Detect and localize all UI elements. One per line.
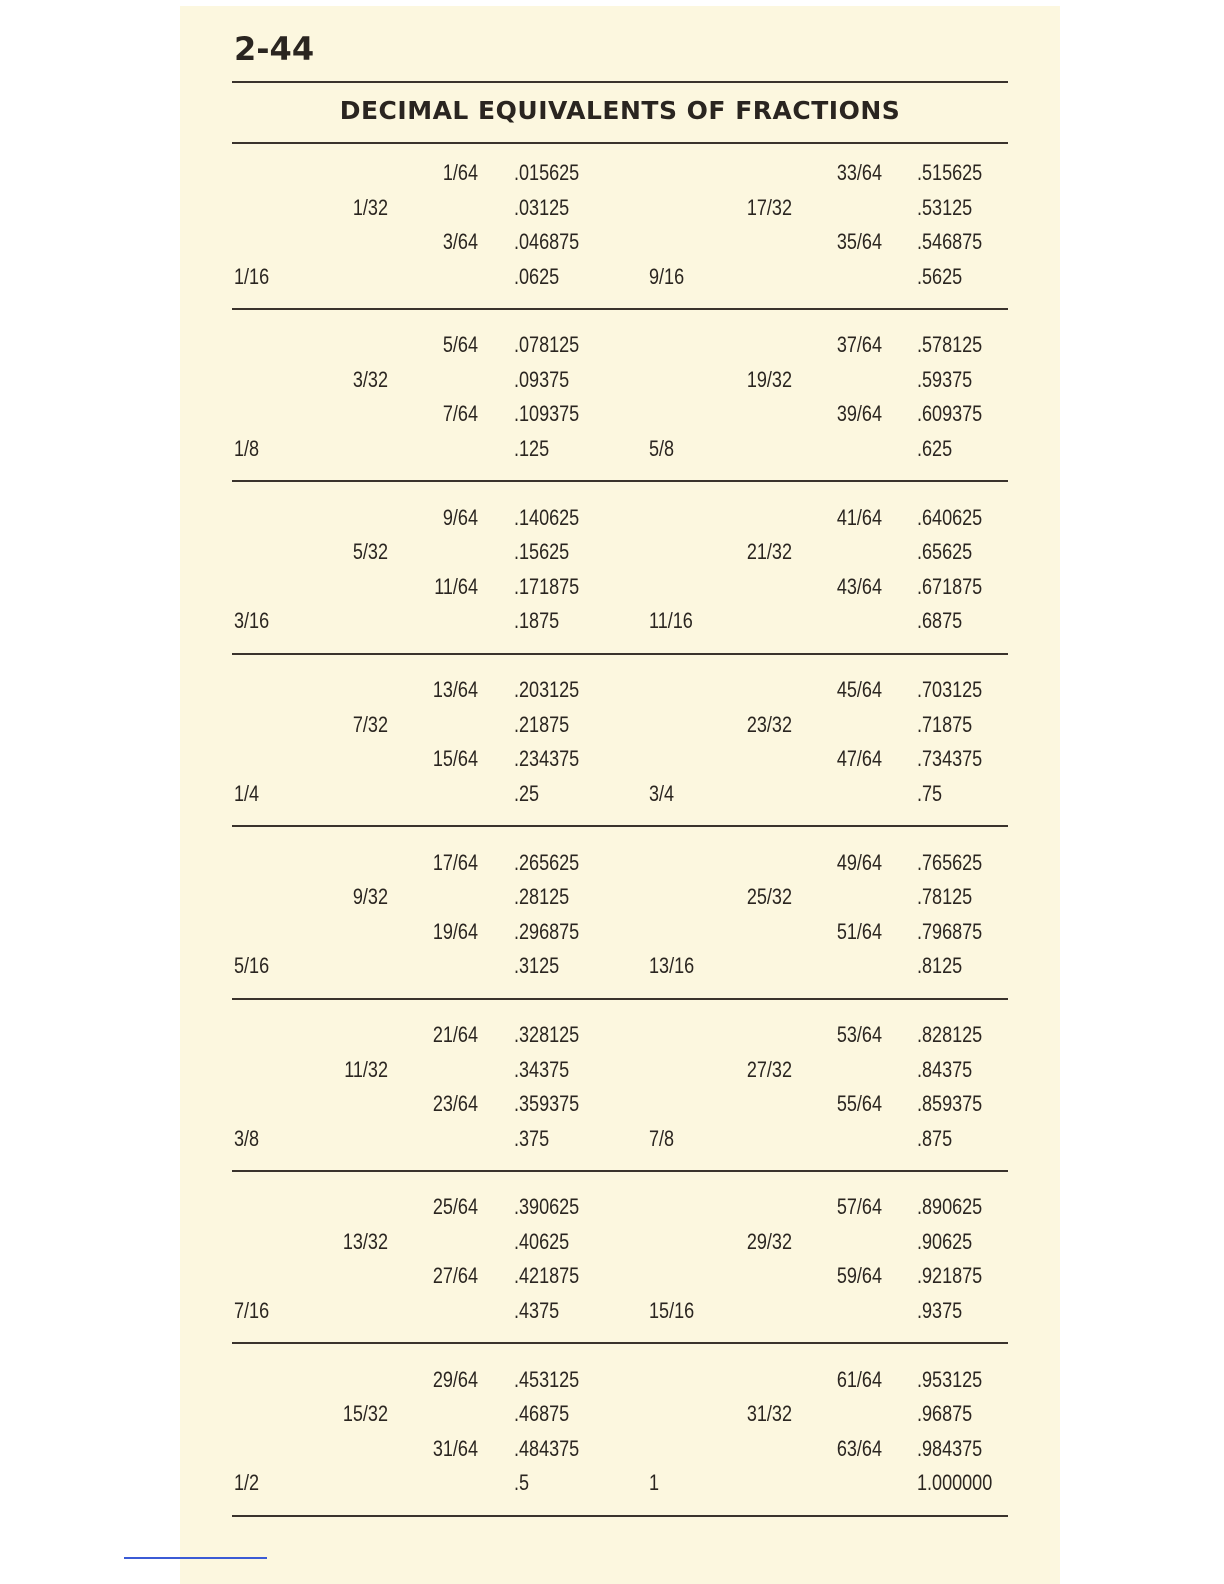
cell-sixty-fourths: 23/64 bbox=[432, 1091, 478, 1116]
cell-thirty-seconds: 3/32 bbox=[352, 366, 388, 392]
cell-decimal-right: .5625 bbox=[917, 263, 963, 289]
cell-decimal: .40625 bbox=[514, 1228, 570, 1254]
cell-thirty-seconds: 9/32 bbox=[352, 884, 388, 910]
cell-decimal: .015625 bbox=[514, 160, 580, 185]
cell-sixty-fourths-right: 33/64 bbox=[836, 160, 882, 185]
cell-decimal-right: .671875 bbox=[917, 573, 983, 599]
cell-sixty-fourths-right: 61/64 bbox=[836, 1366, 882, 1392]
cell-decimal: .234375 bbox=[514, 746, 580, 772]
cell-decimal: .421875 bbox=[514, 1263, 580, 1289]
cell-decimal: .359375 bbox=[514, 1091, 580, 1116]
cell-decimal-right: .9375 bbox=[917, 1297, 963, 1323]
cell-decimal-right: .625 bbox=[917, 435, 953, 461]
cell-sixty-fourths-right: 35/64 bbox=[836, 229, 882, 254]
cell-decimal: .046875 bbox=[514, 229, 580, 254]
cell-decimal-right: .6875 bbox=[917, 608, 963, 634]
group-divider bbox=[232, 1342, 1008, 1344]
cell-decimal-right: .828125 bbox=[917, 1022, 983, 1047]
cell-sixty-fourths-right: 53/64 bbox=[836, 1022, 882, 1047]
cell-decimal: .078125 bbox=[514, 332, 580, 358]
cell-decimal: .4375 bbox=[514, 1297, 560, 1323]
cell-decimal-right: .71875 bbox=[917, 711, 973, 737]
cell-sixteenths-right: 13/16 bbox=[649, 953, 695, 979]
cell-sixty-fourths: 11/64 bbox=[434, 573, 478, 599]
cell-decimal: .203125 bbox=[514, 677, 580, 703]
cell-decimal: .109375 bbox=[514, 401, 580, 427]
cell-sixty-fourths-right: 49/64 bbox=[836, 849, 882, 875]
cell-sixty-fourths-right: 39/64 bbox=[836, 401, 882, 427]
cell-decimal-right: .921875 bbox=[917, 1263, 983, 1289]
cell-decimal-right: .84375 bbox=[917, 1056, 973, 1082]
cell-decimal: .171875 bbox=[514, 573, 580, 599]
cell-sixteenths-right: 3/4 bbox=[649, 780, 675, 806]
cell-sixty-fourths: 29/64 bbox=[432, 1366, 478, 1392]
cell-thirty-seconds-right: 31/32 bbox=[746, 1401, 792, 1427]
cell-sixty-fourths: 17/64 bbox=[432, 849, 478, 875]
cell-sixteenths-right: 11/16 bbox=[649, 608, 693, 634]
cell-decimal-right: .90625 bbox=[917, 1228, 973, 1254]
cell-sixteenths-right: 5/8 bbox=[649, 435, 675, 461]
cell-decimal: .265625 bbox=[514, 849, 580, 875]
cell-decimal: .140625 bbox=[514, 504, 580, 530]
cell-decimal-right: .8125 bbox=[917, 953, 963, 979]
cell-thirty-seconds-right: 23/32 bbox=[746, 711, 792, 737]
cell-decimal-right: .890625 bbox=[917, 1194, 983, 1220]
cell-sixty-fourths: 19/64 bbox=[432, 918, 478, 944]
cell-sixty-fourths: 31/64 bbox=[432, 1435, 478, 1461]
cell-sixty-fourths: 5/64 bbox=[442, 332, 478, 358]
cell-thirty-seconds-right: 21/32 bbox=[746, 539, 792, 565]
cell-sixteenths: 7/16 bbox=[234, 1297, 270, 1323]
group-divider bbox=[232, 998, 1008, 1000]
cell-decimal-right: .984375 bbox=[917, 1435, 983, 1461]
cell-decimal-right: .609375 bbox=[917, 401, 983, 427]
cell-decimal: .46875 bbox=[514, 1401, 570, 1427]
cell-sixty-fourths: 9/64 bbox=[442, 504, 478, 530]
cell-sixty-fourths-right: 47/64 bbox=[836, 746, 882, 772]
cell-decimal-right: .796875 bbox=[917, 918, 983, 944]
cell-decimal-right: .640625 bbox=[917, 504, 983, 530]
cell-sixty-fourths-right: 59/64 bbox=[836, 1263, 882, 1289]
cell-decimal: .375 bbox=[514, 1125, 550, 1151]
group-divider bbox=[232, 825, 1008, 827]
cell-sixty-fourths-right: 57/64 bbox=[836, 1194, 882, 1220]
cell-decimal-right: .75 bbox=[917, 780, 943, 806]
cell-sixteenths: 3/16 bbox=[234, 608, 270, 634]
cell-sixty-fourths-right: 41/64 bbox=[836, 504, 882, 530]
cell-decimal-right: .875 bbox=[917, 1125, 953, 1151]
cell-thirty-seconds: 7/32 bbox=[352, 711, 388, 737]
table-title: DECIMAL EQUIVALENTS OF FRACTIONS bbox=[339, 96, 901, 125]
cell-sixty-fourths-right: 45/64 bbox=[836, 677, 882, 703]
cell-sixteenths-right: 7/8 bbox=[649, 1125, 675, 1151]
cell-thirty-seconds: 1/32 bbox=[352, 194, 388, 220]
cell-decimal-right: .65625 bbox=[917, 539, 973, 565]
cell-sixty-fourths: 21/64 bbox=[432, 1022, 478, 1047]
cell-thirty-seconds: 5/32 bbox=[352, 539, 388, 565]
cell-sixty-fourths: 13/64 bbox=[432, 677, 478, 703]
cell-sixty-fourths-right: 55/64 bbox=[836, 1091, 882, 1116]
cell-sixty-fourths: 7/64 bbox=[442, 401, 478, 427]
cell-sixteenths: 1/16 bbox=[234, 263, 270, 289]
cell-thirty-seconds: 11/32 bbox=[344, 1056, 388, 1082]
cell-decimal: .5 bbox=[514, 1470, 530, 1496]
cell-decimal: .1875 bbox=[514, 608, 560, 634]
cell-sixty-fourths-right: 51/64 bbox=[836, 918, 882, 944]
cell-decimal-right: .578125 bbox=[917, 332, 983, 358]
cell-decimal-right: .734375 bbox=[917, 746, 983, 772]
cell-decimal: .328125 bbox=[514, 1022, 580, 1047]
cell-sixteenths: 5/16 bbox=[234, 953, 270, 979]
cell-sixty-fourths-right: 43/64 bbox=[836, 573, 882, 599]
cell-decimal: .453125 bbox=[514, 1366, 580, 1392]
page-number: 2-44 bbox=[234, 30, 315, 68]
cell-sixty-fourths-right: 63/64 bbox=[836, 1435, 882, 1461]
cell-decimal: .09375 bbox=[514, 366, 570, 392]
cell-sixteenths-right: 1 bbox=[649, 1470, 660, 1496]
cell-sixteenths: 1/8 bbox=[234, 435, 260, 461]
cell-thirty-seconds-right: 17/32 bbox=[746, 194, 792, 220]
cell-sixty-fourths: 27/64 bbox=[432, 1263, 478, 1289]
cell-sixty-fourths: 1/64 bbox=[442, 160, 478, 185]
cell-sixteenths: 1/2 bbox=[234, 1470, 260, 1496]
cell-sixty-fourths-right: 37/64 bbox=[836, 332, 882, 358]
cell-decimal: .390625 bbox=[514, 1194, 580, 1220]
cell-thirty-seconds-right: 27/32 bbox=[746, 1056, 792, 1082]
group-divider bbox=[232, 308, 1008, 310]
cell-decimal: .21875 bbox=[514, 711, 570, 737]
cell-decimal-right: .859375 bbox=[917, 1091, 983, 1116]
cell-sixteenths: 3/8 bbox=[234, 1125, 260, 1151]
cell-decimal-right: .53125 bbox=[917, 194, 973, 220]
group-divider bbox=[232, 480, 1008, 482]
group-divider bbox=[232, 653, 1008, 655]
cell-decimal-right: .515625 bbox=[917, 160, 983, 185]
cell-thirty-seconds-right: 29/32 bbox=[746, 1228, 792, 1254]
cell-sixteenths: 1/4 bbox=[234, 780, 260, 806]
cell-decimal: .34375 bbox=[514, 1056, 570, 1082]
footnote-separator bbox=[124, 1557, 267, 1559]
cell-decimal-right: .78125 bbox=[917, 884, 973, 910]
cell-decimal-right: .953125 bbox=[917, 1366, 983, 1392]
cell-decimal: .296875 bbox=[514, 918, 580, 944]
cell-sixty-fourths: 25/64 bbox=[432, 1194, 478, 1220]
cell-decimal-right: 1.000000 bbox=[917, 1470, 993, 1496]
cell-decimal: .03125 bbox=[514, 194, 570, 220]
cell-thirty-seconds-right: 19/32 bbox=[746, 366, 792, 392]
cell-decimal: .0625 bbox=[514, 263, 560, 289]
group-divider bbox=[232, 1170, 1008, 1172]
cell-sixteenths-right: 9/16 bbox=[649, 263, 685, 289]
cell-decimal-right: .765625 bbox=[917, 849, 983, 875]
cell-decimal: .484375 bbox=[514, 1435, 580, 1461]
cell-decimal: .3125 bbox=[514, 953, 560, 979]
cell-decimal-right: .703125 bbox=[917, 677, 983, 703]
cell-decimal: .15625 bbox=[514, 539, 570, 565]
cell-decimal: .25 bbox=[514, 780, 540, 806]
cell-decimal-right: .59375 bbox=[917, 366, 973, 392]
group-divider bbox=[232, 1515, 1008, 1517]
cell-thirty-seconds-right: 25/32 bbox=[746, 884, 792, 910]
cell-decimal: .28125 bbox=[514, 884, 570, 910]
cell-sixty-fourths: 15/64 bbox=[432, 746, 478, 772]
cell-sixteenths-right: 15/16 bbox=[649, 1297, 695, 1323]
cell-decimal-right: .96875 bbox=[917, 1401, 973, 1427]
cell-decimal: .125 bbox=[514, 435, 550, 461]
cell-sixty-fourths: 3/64 bbox=[442, 229, 478, 254]
cell-thirty-seconds: 15/32 bbox=[342, 1401, 388, 1427]
cell-thirty-seconds: 13/32 bbox=[342, 1228, 388, 1254]
cell-decimal-right: .546875 bbox=[917, 229, 983, 254]
